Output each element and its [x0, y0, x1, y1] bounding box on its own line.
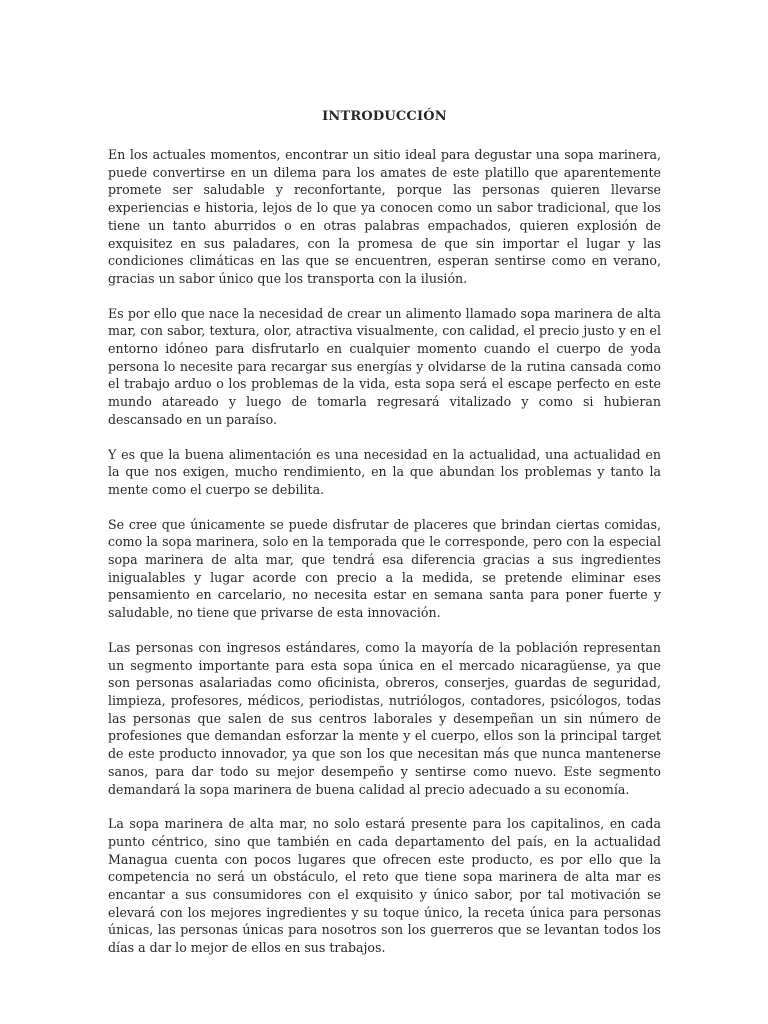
- document-title: INTRODUCCIÓN: [322, 109, 447, 124]
- paragraph-5: Las personas con ingresos estándares, como la mayoría de la población representan un segmento importante para esta sopa única en el mercado nicaragüense, ya que son personas asalariadas como oficinista, obreros, conserjes, guardas de seguridad, limpieza, profesores, médicos, periodistas, nutriólogos, contadores, psicólogos, todas las personas que salen de sus centros laborales y desempeñan un sin número de profesiones que demandan esforzar la mente y el cuerpo, ellos son la principal target de este producto innovador, ya que son los que necesitan más que nunca mantenerse sanos, para dar todo su mejor desempeño y sentirse como nuevo. Este segmento demandará la sopa marinera de buena calidad al precio adecuado a su economía.: [108, 639, 661, 797]
- paragraph-1: En los actuales momentos, encontrar un sitio ideal para degustar una sopa marinera, puede convertirse en un dilema para los amates de este platillo que aparentemente promete ser saludable y reconfortante, porque las personas quieren llevarse experiencias e historia, lejos de lo que ya conocen como un sabor tradicional, que los tiene un tanto aburridos o en otras palabras empachados, quieren explosión de exquisitez en sus paladares, con la promesa de que sin importar el lugar y las condiciones climáticas en las que se encuentren, esperan sentirse como en verano, gracias un sabor único que los transporta con la ilusión.: [108, 147, 661, 286]
- paragraph-3: Y es que la buena alimentación es una necesidad en la actualidad, una actualidad en la que nos exigen, mucho rendimiento, en la que abundan los problemas y tanto la mente como el cuerpo se debilita.: [108, 446, 661, 497]
- paragraph-2: Es por ello que nace la necesidad de crear un alimento llamado sopa marinera de alta mar, con sabor, textura, olor, atractiva visualmente, con calidad, el precio justo y en el entorno idóneo para disfrutarlo en cualquier momento cuando el cuerpo de yoda persona lo necesite para recargar sus energías y olvidarse de la rutina cansada como el trabajo arduo o los problemas de la vida, esta sopa será el escape perfecto en este mundo atareado y luego de tomarla regresará vitalizado y como si hubieran descansado en un paraíso.: [108, 305, 661, 427]
- paragraph-4: Se cree que únicamente se puede disfrutar de placeres que brindan ciertas comidas, como la sopa marinera, solo en la temporada que le corresponde, pero con la especial sopa marinera de alta mar, que tendrá esa diferencia gracias a sus ingredientes inigualables y lugar acorde con precio a la medida, se pretende eliminar eses pensamiento en carcelario, no necesita estar en semana santa para poner fuerte y saludable, no tiene que privarse de esta innovación.: [108, 516, 661, 621]
- paragraph-6: La sopa marinera de alta mar, no solo estará presente para los capitalinos, en cada punto céntrico, sino que también en cada departamento del país, en la actualidad Managua cuenta con pocos lugares que ofrecen este producto, es por ello que la competencia no será un obstáculo, el reto que tiene sopa marinera de alta mar es encantar a sus consumidores con el exquisito y único sabor, por tal motivación se elevará con los mejores ingredientes y su toque único, la receta única para personas únicas, las personas únicas para nosotros son los guerreros que se levantan todos los días a dar lo mejor de ellos en sus trabajos.: [108, 816, 661, 956]
- document-body: [108, 108, 661, 974]
